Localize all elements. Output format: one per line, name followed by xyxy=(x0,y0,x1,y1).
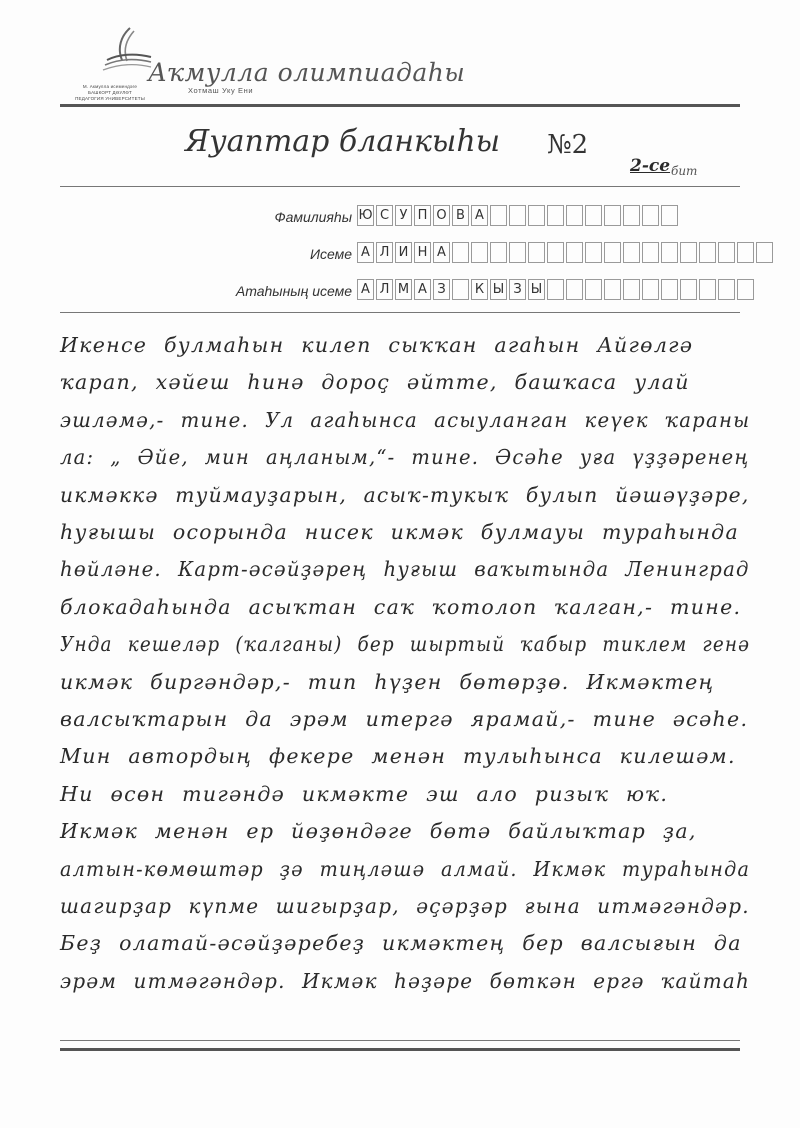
patronymic-label: Атаһының исеме xyxy=(235,283,352,299)
letter-box[interactable] xyxy=(509,205,526,226)
name-field[interactable] xyxy=(357,242,775,263)
patronymic-field[interactable] xyxy=(357,279,756,300)
letter-box[interactable]: П xyxy=(414,205,431,226)
letter-box[interactable] xyxy=(718,242,735,263)
letter-box[interactable] xyxy=(547,279,564,300)
letter-box[interactable] xyxy=(490,205,507,226)
footer-divider-thick xyxy=(60,1048,740,1051)
handwritten-line: Икенсе булмаһын килеп сыҡҡан агаһын Айгөлгә xyxy=(60,333,694,357)
letter-box[interactable]: А xyxy=(357,242,374,263)
letter-box[interactable] xyxy=(699,242,716,263)
olympiad-title: Аҡмулла олимпиадаһы xyxy=(148,58,466,87)
letter-box[interactable]: У xyxy=(395,205,412,226)
handwritten-line: Унда кешеләр (ҡалганы) бер шыртый ҡабыр тиклем генә xyxy=(60,632,751,657)
surname-label: Фамилияһы xyxy=(274,209,352,225)
letter-box[interactable] xyxy=(737,242,754,263)
university-name-line-2: БАШКОРТ ДӘУЛӘТ xyxy=(88,90,132,95)
letter-box[interactable] xyxy=(566,242,583,263)
letter-box[interactable] xyxy=(585,279,602,300)
handwritten-line: шагирҙар күпме шигырҙар, әҫәрҙәр ғына итмәгәндәр. xyxy=(60,894,750,918)
letter-box[interactable]: В xyxy=(452,205,469,226)
letter-box[interactable] xyxy=(642,242,659,263)
letter-box[interactable] xyxy=(623,205,640,226)
letter-box[interactable] xyxy=(623,242,640,263)
fields-divider xyxy=(60,312,740,313)
letter-box[interactable] xyxy=(509,242,526,263)
letter-box[interactable]: О xyxy=(433,205,450,226)
letter-box[interactable] xyxy=(528,242,545,263)
handwritten-line: эрәм итмәгәндәр. Икмәк һәҙәре бөткән ергә ҡайтаһ xyxy=(60,968,751,993)
letter-box[interactable] xyxy=(585,205,602,226)
letter-box[interactable]: А xyxy=(414,279,431,300)
letter-box[interactable] xyxy=(623,279,640,300)
letter-box[interactable] xyxy=(604,279,621,300)
sheet-title: Яуаптар бланкыһы xyxy=(185,124,501,159)
letter-box[interactable] xyxy=(452,242,469,263)
page-number-handwritten: 2-се xyxy=(630,156,671,176)
university-name-line-1: М. Акмулла исемендәге xyxy=(82,84,138,89)
letter-box[interactable]: С xyxy=(376,205,393,226)
letter-box[interactable] xyxy=(737,279,754,300)
letter-box[interactable] xyxy=(718,279,735,300)
header-divider xyxy=(60,104,740,107)
letter-box[interactable] xyxy=(528,205,545,226)
letter-box[interactable] xyxy=(699,279,716,300)
olympiad-subtitle: Хотмаш Уку Ени xyxy=(188,86,254,95)
sheet-number: №2 xyxy=(547,130,589,160)
letter-box[interactable] xyxy=(471,242,488,263)
letter-box[interactable] xyxy=(680,242,697,263)
letter-box[interactable]: А xyxy=(471,205,488,226)
letter-box[interactable]: Л xyxy=(376,279,393,300)
letter-box[interactable] xyxy=(756,242,773,263)
letter-box[interactable] xyxy=(452,279,469,300)
handwritten-line: валсыҡтарын да эрәм итергә ярамай,- тине әсәһе. xyxy=(60,707,749,731)
letter-box[interactable] xyxy=(547,242,564,263)
letter-box[interactable]: З xyxy=(433,279,450,300)
handwritten-line: һуғышы осорында нисек икмәк булмауы тураһында xyxy=(60,520,739,544)
letter-box[interactable] xyxy=(547,205,564,226)
handwritten-line: Беҙ олатай-әсәйҙәребеҙ икмәктең бер валсығын да xyxy=(60,931,742,956)
handwritten-line: алтын-көмөштәр ҙә тиңләшә алмай. Икмәк тураһында xyxy=(60,856,751,881)
letter-box[interactable]: А xyxy=(357,279,374,300)
handwritten-line: ла: „ Әйе, мин аңланым,“- тине. Әсәһе уға үҙҙәренең xyxy=(60,445,750,470)
handwritten-line: һөйләне. Карт-әсәйҙәрең һуғыш ваҡытында Ленинград xyxy=(60,557,750,582)
handwritten-line: блокадаһында асыҡтан саҡ ҡотолоп ҡалган,- тине. xyxy=(60,594,742,619)
letter-box[interactable] xyxy=(661,279,678,300)
name-label: Исеме xyxy=(309,246,352,262)
university-name-line-3: ПЕДАГОГИЯ УНИВЕРСИТЕТЫ xyxy=(75,96,145,101)
letter-box[interactable]: А xyxy=(433,242,450,263)
handwritten-line: Ни өсөн тигәндә икмәкте эш ало ризыҡ юҡ. xyxy=(60,781,669,806)
surname-field[interactable] xyxy=(357,205,680,226)
page-label: бит xyxy=(671,164,698,178)
letter-box[interactable] xyxy=(585,242,602,263)
handwritten-line: Мин автордың фекере менән тулыһынса килешәм. xyxy=(60,744,736,769)
footer-divider-thin xyxy=(60,1040,740,1041)
university-logo-icon xyxy=(95,26,155,76)
letter-box[interactable]: И xyxy=(395,242,412,263)
letter-box[interactable]: Л xyxy=(376,242,393,263)
letter-box[interactable]: Ы xyxy=(528,279,545,300)
letter-box[interactable] xyxy=(604,242,621,263)
letter-box[interactable] xyxy=(661,205,678,226)
title-divider xyxy=(60,186,740,187)
letter-box[interactable]: Н xyxy=(414,242,431,263)
letter-box[interactable] xyxy=(566,205,583,226)
letter-box[interactable] xyxy=(642,205,659,226)
handwritten-line: эшләмә,- тине. Ул агаһынса асыуланган кеүек ҡараны xyxy=(60,407,751,432)
handwritten-line: икмәккә туймауҙарын, асыҡ-тукыҡ булып йәшәүҙәре, xyxy=(60,482,750,507)
letter-box[interactable] xyxy=(680,279,697,300)
letter-box[interactable] xyxy=(490,242,507,263)
letter-box[interactable] xyxy=(642,279,659,300)
letter-box[interactable] xyxy=(661,242,678,263)
handwritten-line: Икмәк менән ер йөҙөндәге бөтә байлыҡтар ҙа, xyxy=(60,819,697,844)
letter-box[interactable] xyxy=(604,205,621,226)
letter-box[interactable] xyxy=(566,279,583,300)
letter-box[interactable]: М xyxy=(395,279,412,300)
handwritten-line: ҡарап, хәйеш һинә дороҫ әйтте, башҡаса улай xyxy=(60,370,690,395)
letter-box[interactable]: З xyxy=(509,279,526,300)
letter-box[interactable]: Ы xyxy=(490,279,507,300)
handwritten-line: икмәк биргәндәр,- тип һүҙен бөтөрҙө. Икмәктең xyxy=(60,669,715,694)
letter-box[interactable]: Ю xyxy=(357,205,374,226)
letter-box[interactable]: К xyxy=(471,279,488,300)
